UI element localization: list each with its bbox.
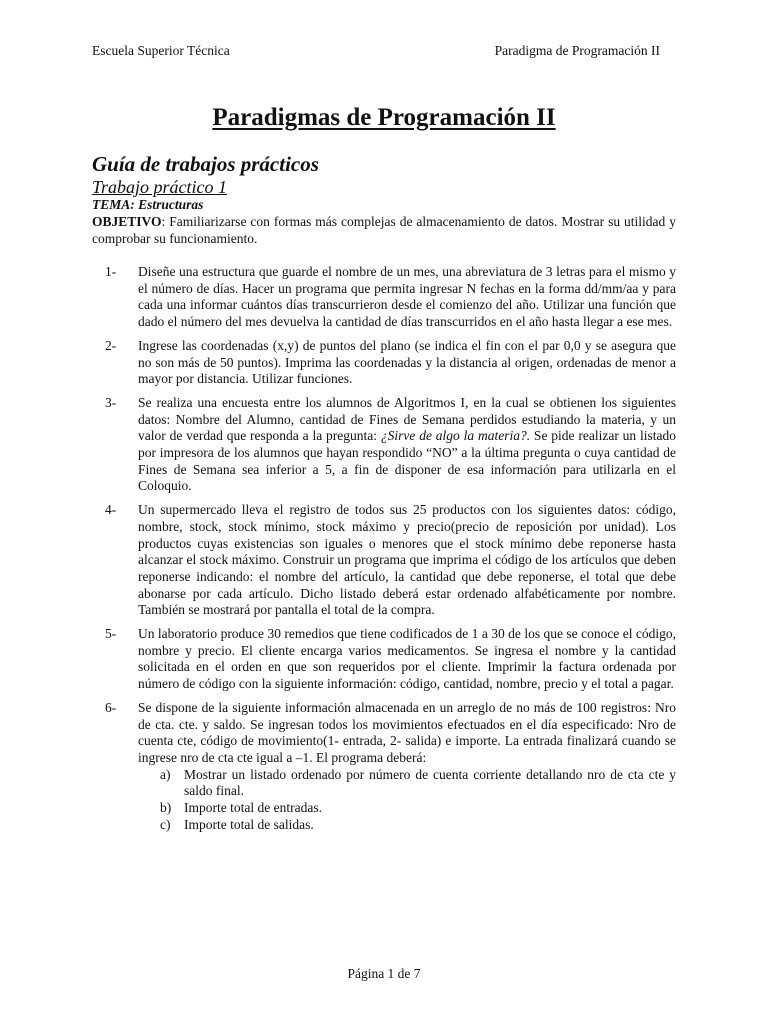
exercise-text: Diseñe una estructura que guarde el nombre de un mes, una abreviatura de 3 letras para el mismo y el número de días. Hacer un programa que permita ingresar N fechas en la forma dd/mm/aa y para cada una informar cuántos días transcurrieron desde el comienzo del año. Utilizar una función que dado el número del mes devuelva la cantidad de días transcurridos en el año hasta llegar a ese mes. xyxy=(138,264,676,330)
exercise-item xyxy=(92,700,676,834)
objective-label: OBJETIVO xyxy=(92,214,162,229)
exercise-subitem xyxy=(138,817,676,834)
exercise-text: Ingrese las coordenadas (x,y) de puntos del plano (se indica el fin con el par 0,0 y se asegura que no son más de 50 puntos). Imprima las coordenadas y la distancia al origen, ordenadas de menor a mayor por distancia. Utilizar funciones. xyxy=(138,337,676,387)
exercise-text: Un supermercado lleva el registro de todos sus 25 productos con los siguientes datos: código, nombre, stock, stock mínimo, stock máximo y precio(precio de reposición por unidad). Los productos cuyas existencias son iguales o menores que el stock mínimo debe reponerse hasta alcanzar el stock máximo. Construir un programa que imprima el código de los artículos que deben reponerse indicando: el nombre del artículo, la cantidad que debe reponerse, el total que debe abonarse por cada artículo. Dicho listado deberá estar ordenado alfabéticamente por nombre. También se mostrará por pantalla el total de la compra. xyxy=(138,502,676,618)
subitem-text: Importe total de entradas. xyxy=(184,800,322,816)
exercise-text: Un laboratorio produce 30 remedios que tiene codificados de 1 a 30 de los que se conoce el código, nombre y precio. El cliente encarga varios medicamentos. Se ingresa el nombre y la cantidad solicitada en el orden en que son requeridos por el cliente. Imprimir la factura ordenada por número de código con la siguiente información: código, cantidad, nombre, precio y el total a pagar. xyxy=(138,626,676,692)
document-body xyxy=(92,151,676,841)
exercise-text: Se dispone de la siguiente información almacenada en un arreglo de no más de 100 registros: Nro de cta. cte. y saldo. Se ingresan todos los movimientos efectuados en el día especificado: Nro de cuenta cte, código de movimiento(1- entrada, 2- salida) e importe. La entrada finalizará cuando se ingrese nro de cta cte igual a –1. El programa deberá: xyxy=(138,699,676,765)
exercise-subitem xyxy=(138,800,676,817)
topic-heading: TEMA: Estructuras xyxy=(92,197,204,212)
exercise-question-italic: ¿Sirve de algo la materia?. xyxy=(380,428,531,444)
document-title: Paradigmas de Programación II xyxy=(212,104,556,131)
objective-paragraph xyxy=(92,213,676,247)
subitem-text: Importe total de salidas. xyxy=(184,816,314,832)
subitem-letter: b) xyxy=(160,800,172,816)
exercise-text-part: Se realiza una encuesta entre los alumnos de Algoritmos I, en la cual se obtienen los siguientes datos: Nombre del Alumno, cantidad de Fines de Semana perdidos estudiando la materia, y un valor de verdad que responda a la pregunta: xyxy=(138,394,676,444)
exercise-item xyxy=(92,502,676,619)
exercise-text-part: Se pide realizar un listado por impresora de los alumnos que hayan respondido “NO” a la última pregunta o cuya cantidad de Fines de Semana sea inferior a 5, a fin de disponer de esa información para utilizarla en el Coloquio. xyxy=(138,428,676,494)
subitem-letter: a) xyxy=(160,766,171,782)
exercise-number: 4- xyxy=(105,502,117,518)
subitem-letter: c) xyxy=(160,816,171,832)
exercise-item xyxy=(92,264,676,331)
exercise-item xyxy=(92,338,676,388)
subitem-text: Mostrar un listado ordenado por número de cuenta corriente detallando nro de cta cte y saldo final. xyxy=(184,766,676,799)
exercise-number: 2- xyxy=(105,337,117,353)
exercise-item xyxy=(92,626,676,693)
page-number-footer: Página 1 de 7 xyxy=(347,966,421,981)
exercise-list xyxy=(92,264,676,834)
exercise-number: 3- xyxy=(105,394,117,410)
objective-text: : Familiarizarse con formas más complejas de almacenamiento de datos. Mostrar su utilidad y comprobar su funcionamiento. xyxy=(92,214,676,246)
exercise-number: 5- xyxy=(105,626,117,642)
exercise-subitem xyxy=(138,767,676,800)
exercise-sublist xyxy=(138,767,676,834)
header-school: Escuela Superior Técnica xyxy=(92,43,230,58)
exercise-text xyxy=(138,395,676,494)
exercise-number: 6- xyxy=(105,699,117,715)
header-course: Paradigma de Programación II xyxy=(494,43,660,58)
exercise-number: 1- xyxy=(105,264,117,279)
guide-title: Guía de trabajos prácticos xyxy=(92,152,319,176)
exercise-item xyxy=(92,395,676,495)
practical-work-title: Trabajo práctico 1 xyxy=(92,177,228,197)
